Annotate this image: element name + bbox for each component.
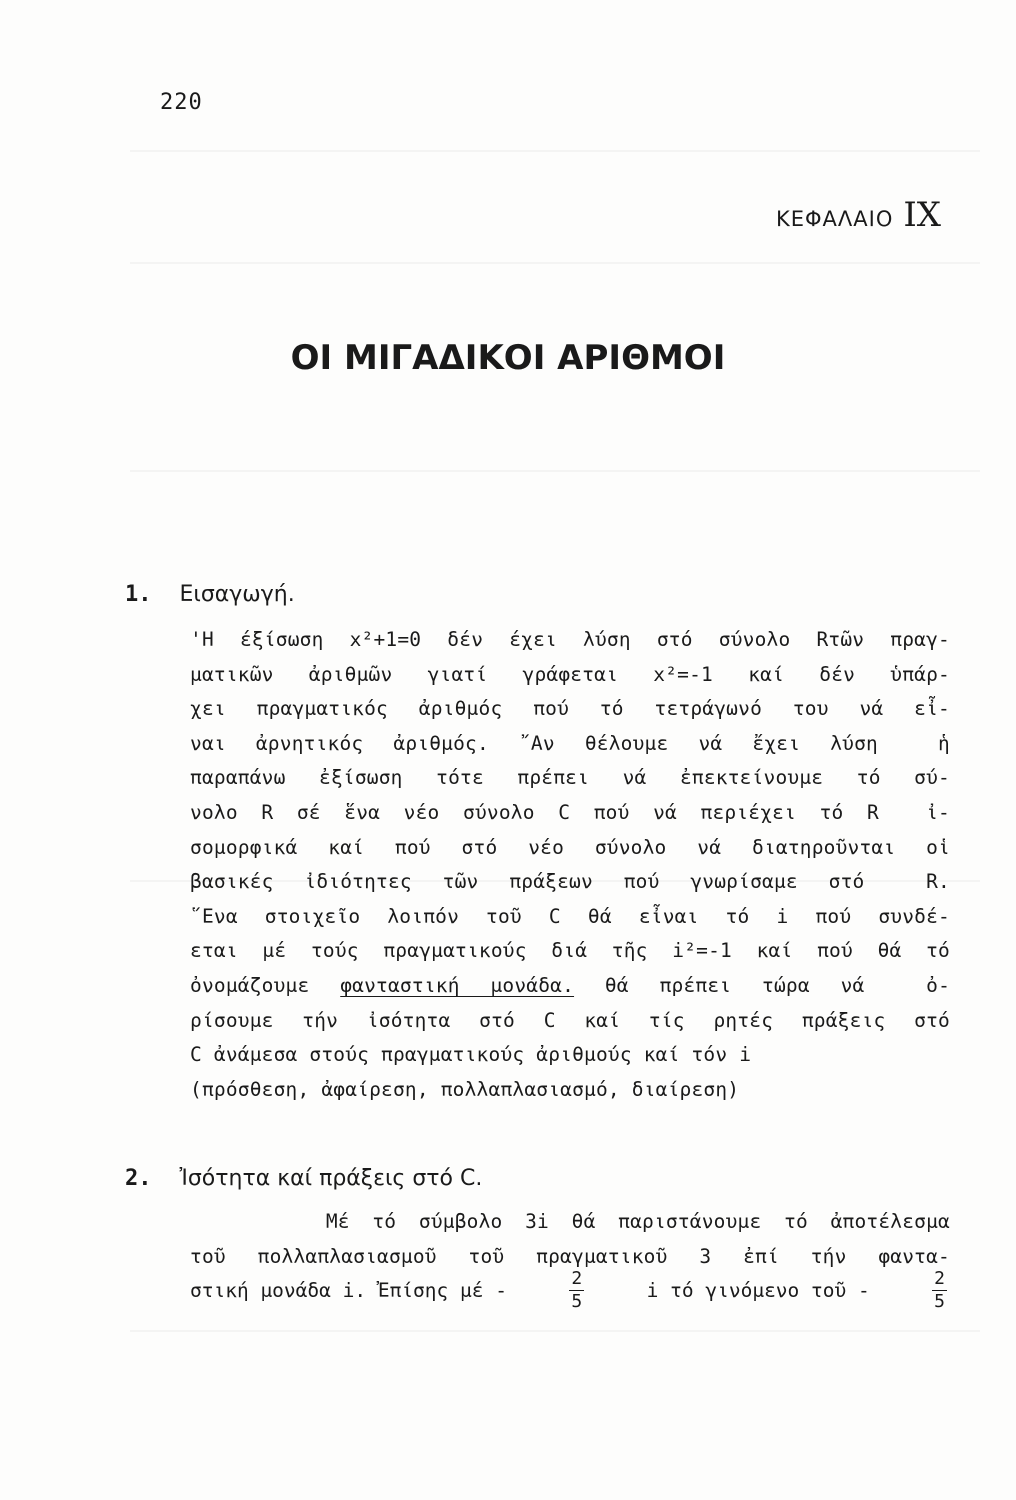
section-2-heading (125, 1166, 482, 1191)
paragraph-line: Μέ τό σύμβολο 3i θά παριστάνουμε τό ἀποτέλεσμα (190, 1210, 950, 1233)
section-1-title: Εισαγωγή. (179, 582, 295, 607)
fraction-numerator: 2 (571, 1268, 583, 1289)
paragraph-line: σομορφικά καί πού στό νέο σύνολο νά διατηροῦνται οἱ (190, 835, 950, 859)
bleed-through-line (130, 262, 980, 264)
fraction-mid-text: i τό γινόμενο τοῦ - (646, 1279, 870, 1302)
paragraph-line: νολο R σέ ἕνα νέο σύνολο C πού νά περιέχει τό R ἰ- (190, 800, 950, 824)
paragraph-line: C ἀνάμεσα στούς πραγματικούς ἀριθμούς καί τόν i (190, 1043, 752, 1067)
term-lead-text: ὀνομάζουμε (190, 973, 341, 997)
section-1-heading (125, 582, 295, 607)
fraction-denominator: 5 (934, 1291, 945, 1312)
bleed-through-line (130, 470, 980, 472)
paragraph-line: ματικῶν ἀριθμῶν γιατί γράφεται x²=-1 καί δέν ὑπάρ- (190, 662, 950, 686)
paragraph-line: παραπάνω ἐξίσωση τότε πρέπει νά ἐπεκτείνουμε τό σύ- (190, 766, 950, 790)
paragraph-line: ῞Ενα στοιχεῖο λοιπόν τοῦ C θά εἶναι τό i πού συνδέ- (190, 904, 950, 928)
chapter-label (776, 195, 941, 235)
fraction-two-fifths (932, 1270, 947, 1311)
section-1-number: 1. (125, 582, 152, 607)
chapter-word: ΚΕΦΑΛΑΙΟ (775, 207, 894, 231)
page-number: 220 (160, 90, 203, 115)
chapter-numeral: IX (903, 195, 941, 235)
paragraph-line: 'Η έξίσωση x²+1=0 δέν έχει λύση στό σύνολο Rτῶν πραγ- (190, 628, 950, 651)
paragraph-line: τοῦ πολλαπλασιασμοῦ τοῦ πραγματικοῦ 3 ἐπί τήν φαντα- (190, 1244, 950, 1268)
section-2-body (190, 1205, 950, 1274)
fraction-numerator: 2 (934, 1268, 945, 1289)
section-2-number: 2. (125, 1166, 152, 1191)
term-trail-text: θά πρέπει τώρα νά ὀ- (574, 973, 951, 997)
fraction-two-fifths (569, 1270, 584, 1311)
paragraph-line: (πρόσθεση, ἀφαίρεση, πολλαπλασιασμό, διαίρεση) (190, 1077, 740, 1101)
paragraph-line: ναι ἀρνητικός ἀριθμός. ῎Αν θέλουμε νά ἔχει λύση ἡ (190, 731, 950, 755)
paragraph-line: εται μέ τούς πραγματικούς διά τῆς i²=-1 καί πού θά τό (190, 939, 950, 963)
bleed-through-line (130, 150, 980, 152)
underlined-term: φανταστική μονάδα. (340, 973, 575, 997)
paragraph-line: ρίσουμε τήν ἰσότητα στό C καί τίς ρητές πράξεις στό (190, 1008, 950, 1032)
fraction-lead-text: στική μονάδα i. Ἐπίσης μέ - (190, 1279, 507, 1302)
section-1-body (190, 623, 950, 1107)
paragraph-line: βασικές ἰδιότητες τῶν πράξεων πού γνωρίσαμε στό R. (190, 870, 950, 894)
paragraph-line-with-fractions (190, 1270, 950, 1311)
bleed-through-line (130, 1330, 980, 1332)
chapter-title: ΟΙ ΜΙΓΑΔΙΚΟΙ ΑΡΙΘΜΟΙ (290, 338, 726, 378)
paragraph-line-with-term (190, 969, 950, 1004)
paragraph-line: χει πραγματικός ἀριθμός πού τό τετράγωνό του νά εἶ- (190, 697, 950, 721)
fraction-denominator: 5 (571, 1291, 583, 1312)
section-2-title: Ἰσότητα καί πράξεις στό C. (179, 1166, 483, 1191)
